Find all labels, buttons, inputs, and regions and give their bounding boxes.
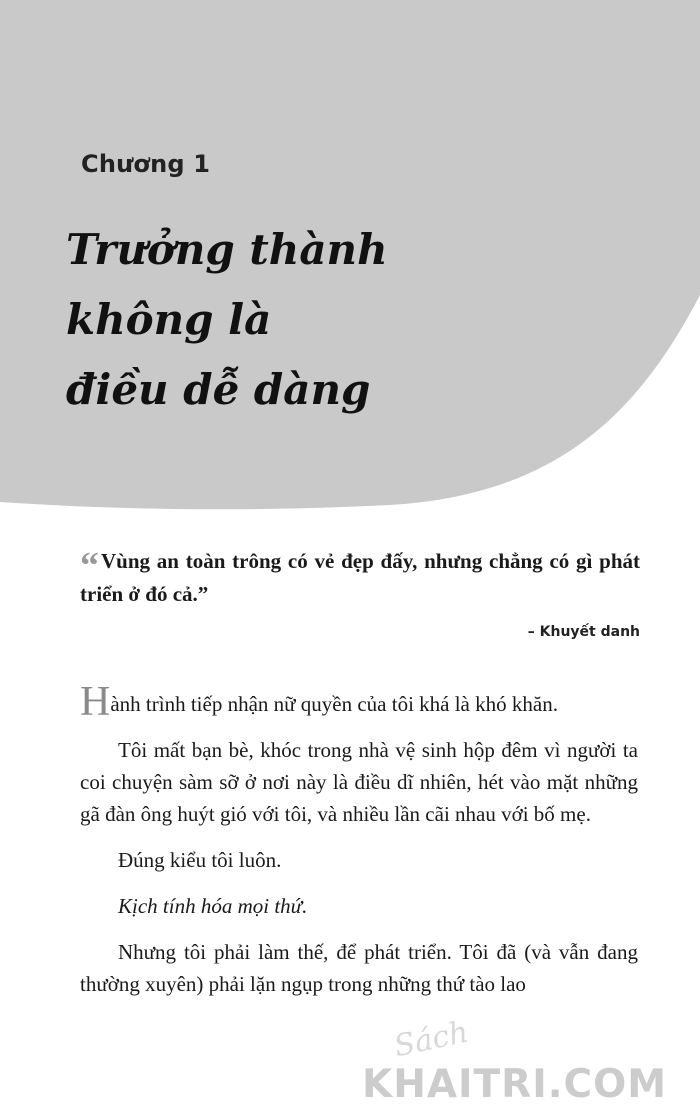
body-text: [80, 679, 638, 1014]
chapter-label: Chương 1: [81, 150, 211, 178]
watermark-script: Sách: [391, 1014, 472, 1065]
body-paragraph: Nhưng tôi phải làm thế, để phát triển. Tôi đã (và vẫn đang thường xuyên) phải lặn ngụp trong những thứ tào lao: [80, 940, 638, 996]
chapter-title-line: điều dễ dàng: [66, 365, 371, 414]
body-paragraph-italic: Kịch tính hóa mọi thứ.: [118, 894, 308, 918]
body-paragraph: Tôi mất bạn bè, khóc trong nhà vệ sinh hộp đêm vì người ta coi chuyện sàm sỡ ở nơi này là điều dĩ nhiên, hét vào mặt những gã đàn ông huýt gió với tôi, và nhiều lần cãi nhau với bố mẹ.: [80, 738, 638, 826]
drop-cap: H: [80, 679, 111, 725]
first-paragraph-text: ành trình tiếp nhận nữ quyền của tôi khá là khó khăn.: [110, 692, 558, 716]
epigraph-quote: [80, 545, 640, 611]
body-paragraph: [80, 679, 638, 725]
chapter-title-line: không là: [66, 295, 272, 344]
body-paragraph: Đúng kiểu tôi luôn.: [118, 848, 282, 872]
epigraph-attribution: – Khuyết danh: [527, 624, 640, 640]
watermark: [362, 1000, 692, 1120]
watermark-text: KHAITRI.COM: [362, 1062, 668, 1107]
open-quote-icon: “: [80, 545, 99, 587]
epigraph-text: Vùng an toàn trông có vẻ đẹp đấy, nhưng chẳng có gì phát triển ở đó cả.”: [80, 549, 640, 606]
chapter-title: [66, 215, 626, 425]
chapter-title-line: Trưởng thành: [66, 225, 388, 274]
